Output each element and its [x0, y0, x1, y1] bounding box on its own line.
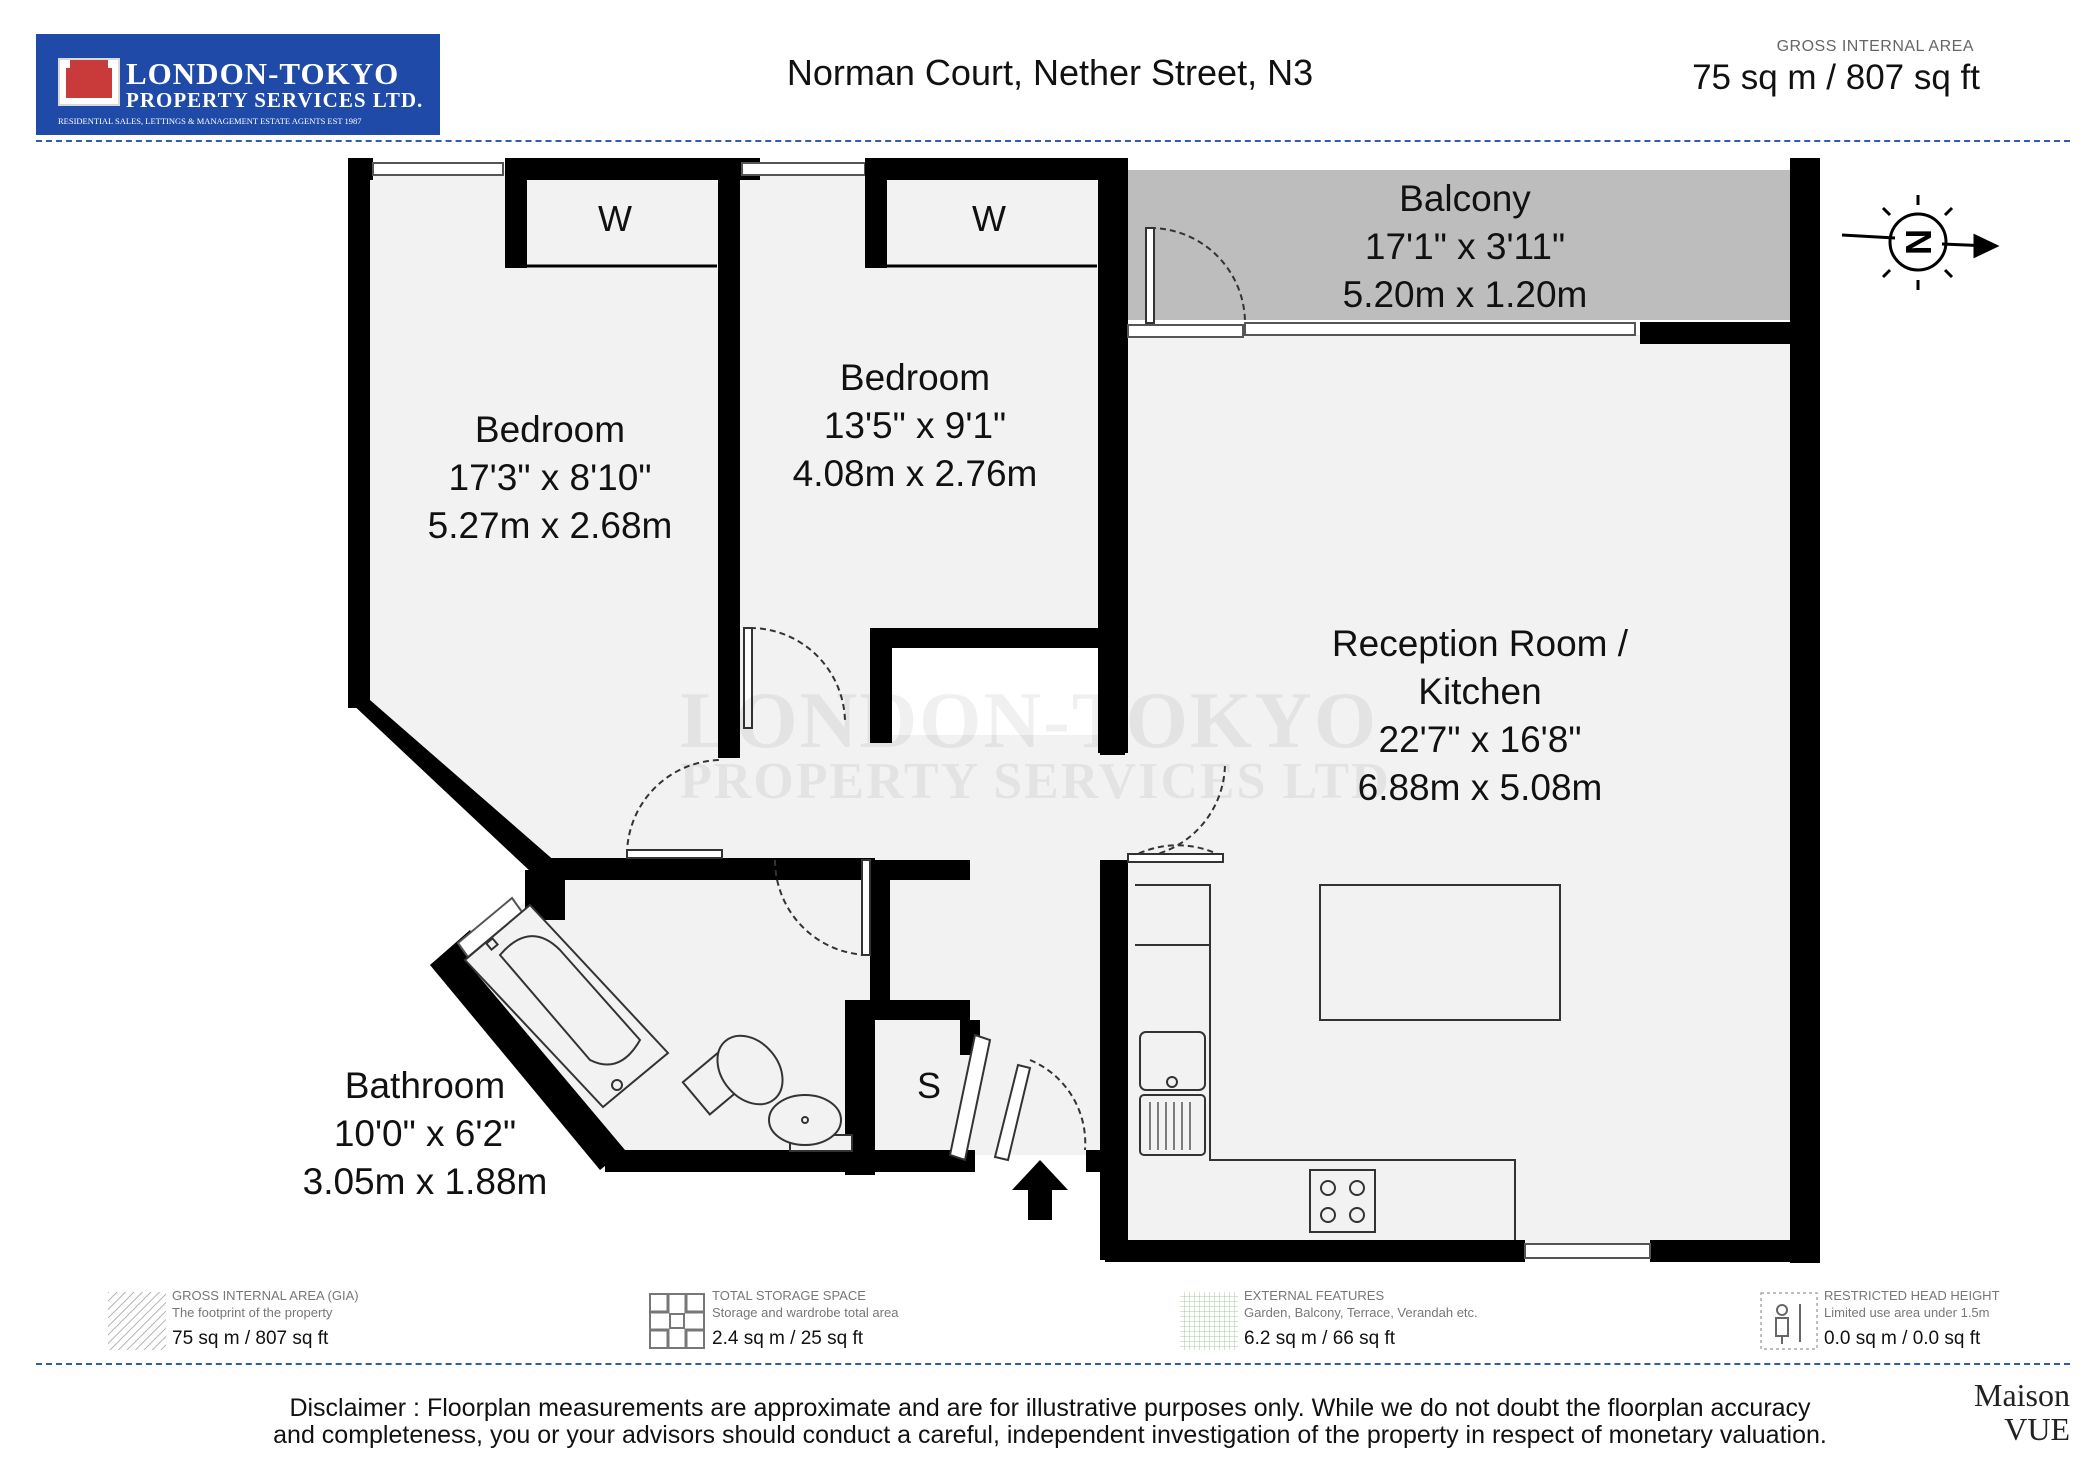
footer-divider: [36, 1363, 2070, 1365]
wardrobe1-label: W: [598, 198, 632, 239]
storage-swatch-icon: [648, 1292, 706, 1350]
gia-value: 75 sq m / 807 sq ft: [1692, 58, 1980, 97]
compass-letter: N: [1898, 229, 1939, 255]
gia-label: GROSS INTERNAL AREA: [1776, 38, 1974, 55]
room-metric: 6.88m x 5.08m: [1357, 767, 1603, 808]
bedroom1-label: [370, 406, 730, 550]
reception-label: [1260, 620, 1700, 812]
room-metric: 5.27m x 2.68m: [427, 505, 673, 546]
disclaimer-line1: Disclaimer : Floorplan measurements are approximate and are for illustrative purposes only. While we do not doubt the floorplan accuracy: [289, 1394, 1811, 1422]
logo-line1: LONDON-TOKYO: [126, 56, 400, 91]
room-metric: 5.20m x 1.20m: [1342, 274, 1588, 315]
watermark-line2: PROPERTY SERVICES LTD: [680, 753, 1391, 810]
brand-line2: VUE: [2004, 1411, 2070, 1447]
room-metric: 4.08m x 2.76m: [792, 453, 1038, 494]
room-name-2: Kitchen: [1418, 671, 1542, 712]
legend-desc: Garden, Balcony, Terrace, Verandah etc.: [1244, 1305, 1478, 1320]
entrance-arrow-icon: [1012, 1160, 1068, 1220]
room-imperial: 10'0" x 6'2": [333, 1113, 517, 1154]
room-name: Bathroom: [344, 1065, 506, 1106]
room-imperial: 13'5" x 9'1": [823, 405, 1007, 446]
room-name: Reception Room /: [1331, 623, 1629, 664]
legend-title: TOTAL STORAGE SPACE: [712, 1288, 866, 1303]
legend-title: GROSS INTERNAL AREA (GIA): [172, 1288, 359, 1303]
room-imperial: 17'3" x 8'10": [448, 457, 652, 498]
property-address: Norman Court, Nether Street, N3: [786, 52, 1314, 93]
legend-value: 6.2 sq m / 66 sq ft: [1244, 1328, 1396, 1349]
legend-desc: Limited use area under 1.5m: [1824, 1305, 1990, 1320]
room-name: Bedroom: [839, 357, 991, 398]
storage-label: S: [917, 1065, 942, 1106]
legend-title: RESTRICTED HEAD HEIGHT: [1824, 1288, 2000, 1303]
wardrobe2-side: [865, 158, 887, 268]
wardrobe2-label: W: [972, 198, 1006, 239]
room-imperial: 17'1" x 3'11": [1364, 226, 1566, 267]
room-name: Balcony: [1399, 178, 1531, 219]
legend-value: 2.4 sq m / 25 sq ft: [712, 1328, 864, 1349]
bathroom-label: [260, 1062, 590, 1206]
watermark-line1: LONDON-TOKYO: [680, 677, 1379, 765]
wardrobe1-side: [505, 158, 527, 268]
legend-desc: Storage and wardrobe total area: [712, 1305, 899, 1320]
grid-swatch-icon: [1180, 1292, 1238, 1350]
hatch-swatch-icon: [108, 1292, 166, 1350]
legend-title: EXTERNAL FEATURES: [1244, 1288, 1385, 1303]
legend-value: 75 sq m / 807 sq ft: [172, 1328, 329, 1349]
disclaimer: [0, 1395, 2100, 1449]
room-imperial: 22'7" x 16'8": [1378, 719, 1582, 760]
room-name: Bedroom: [474, 409, 626, 450]
disclaimer-line2: and completeness, you or your advisors should conduct a careful, independent investigation of the property in respect of monetary valuation.: [273, 1421, 1827, 1449]
person-swatch-icon: [1760, 1292, 1818, 1350]
logo-line3: RESIDENTIAL SALES, LETTINGS & MANAGEMENT ESTATE AGENTS EST 1987: [58, 116, 362, 126]
logo-line2: PROPERTY SERVICES LTD.: [126, 88, 424, 112]
maison-vue-logo: [1974, 1378, 2070, 1446]
balcony-label: [1240, 175, 1690, 319]
bedroom2-label: [740, 354, 1090, 498]
room-metric: 3.05m x 1.88m: [302, 1161, 548, 1202]
legend-desc: The footprint of the property: [172, 1305, 333, 1320]
legend-value: 0.0 sq m / 0.0 sq ft: [1824, 1328, 1981, 1349]
brand-line1: Maison: [1974, 1377, 2070, 1413]
